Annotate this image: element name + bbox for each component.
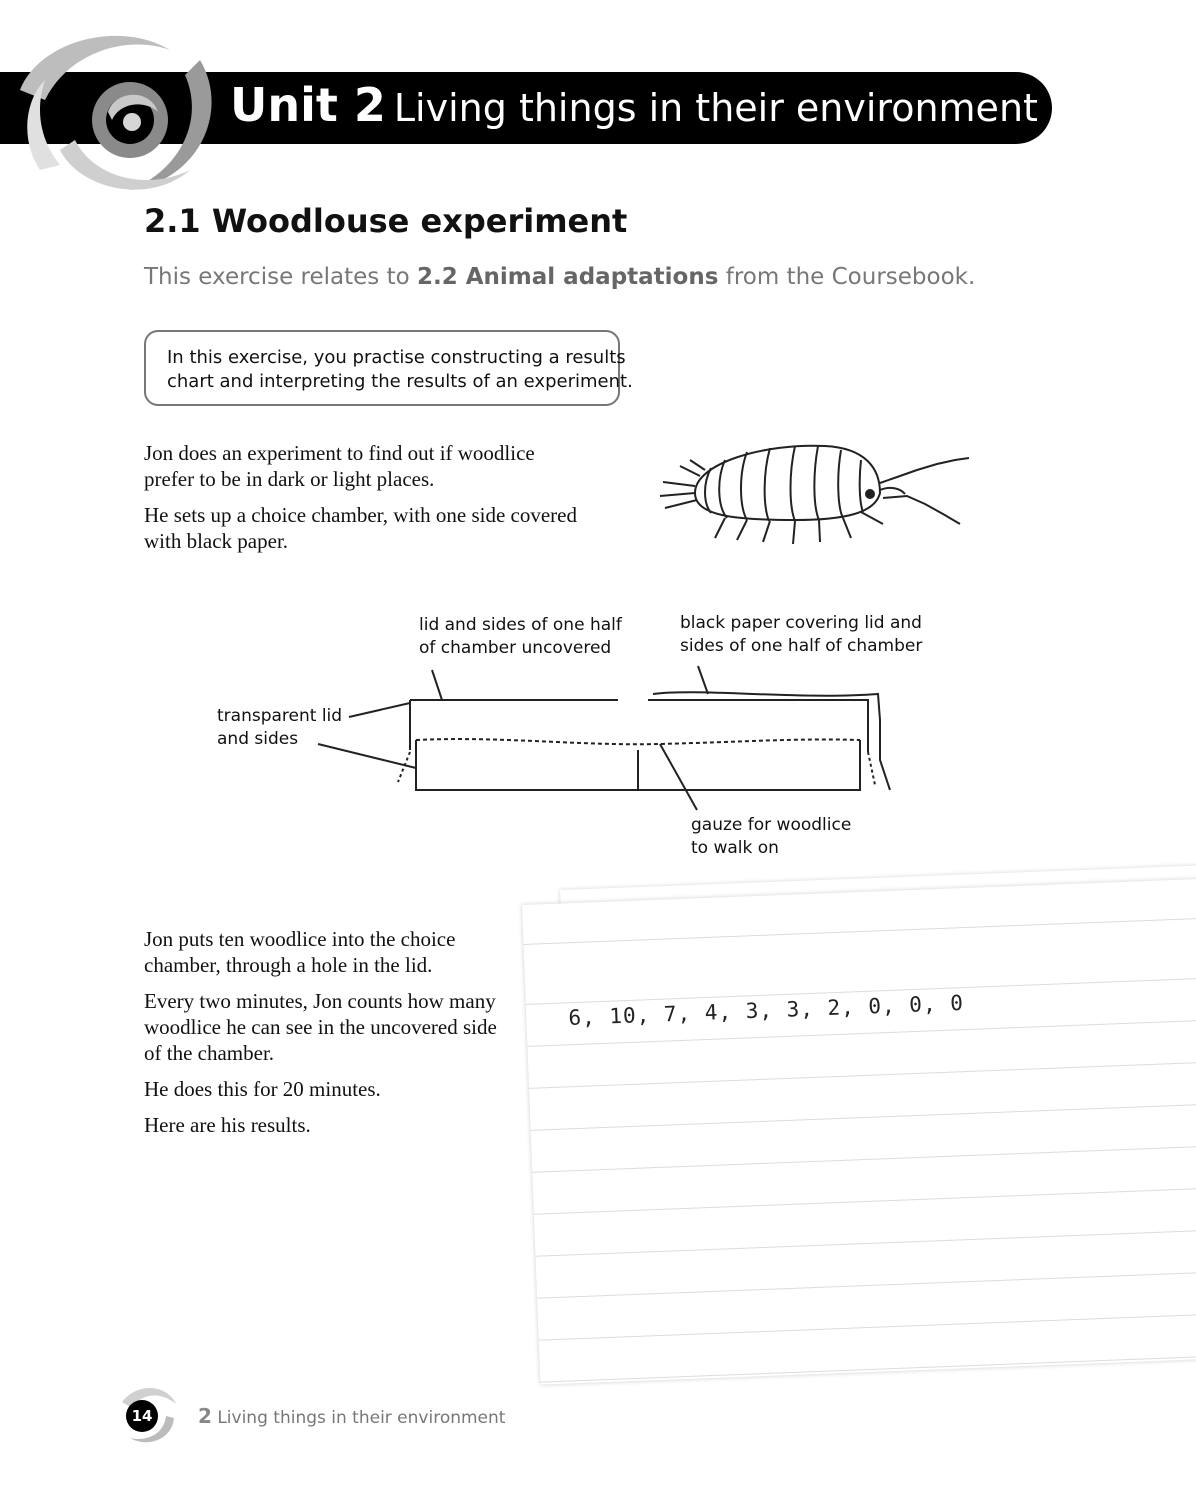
method-paragraph-1: Jon puts ten woodlice into the choice chamber, through a hole in the lid.	[144, 927, 456, 977]
label-gauze-line-2: to walk on	[691, 838, 779, 858]
label-gauze-line-1: gauze for woodlice	[691, 815, 852, 835]
unit-title	[230, 78, 1038, 132]
footer-running-title	[198, 1404, 505, 1428]
objective-line-2: chart and interpreting the results of an experiment.	[167, 371, 633, 392]
handwritten-results: 6, 10, 7, 4, 3, 3, 2, 0, 0, 0	[568, 990, 965, 1030]
label-transparent-lid	[217, 705, 342, 751]
label-uncovered-line-2: of chamber uncovered	[419, 638, 612, 658]
swirl-logo-icon	[0, 20, 240, 200]
relates-suffix: from the Coursebook.	[725, 264, 976, 290]
objective-box	[144, 330, 633, 406]
label-black-line-2: sides of one half of chamber	[680, 636, 923, 656]
notebook-paper	[522, 878, 1196, 1385]
method-paragraph-2: Every two minutes, Jon counts how many woodlice he can see in the uncovered side of the chamber.	[144, 989, 497, 1065]
label-uncovered-half	[419, 614, 622, 660]
footer-unit-number: 2	[198, 1404, 212, 1428]
label-black-line-1: black paper covering lid and	[680, 613, 922, 633]
intro-text	[144, 440, 584, 564]
label-uncovered-line-1: lid and sides of one half	[419, 615, 622, 635]
unit-title-text: Living things in their environment	[393, 86, 1038, 130]
choice-chamber-diagram	[380, 660, 900, 800]
intro-paragraph-2: He sets up a choice chamber, with one side covered with black paper.	[144, 503, 577, 553]
method-paragraph-3: He does this for 20 minutes.	[144, 1077, 381, 1101]
method-text	[144, 926, 504, 1148]
method-paragraph-4: Here are his results.	[144, 1113, 311, 1137]
label-transparent-line-1: transparent lid	[217, 706, 343, 726]
footer-unit-title: Living things in their environment	[217, 1408, 506, 1428]
intro-paragraph-1: Jon does an experiment to find out if woodlice prefer to be in dark or light places.	[144, 441, 535, 491]
woodlouse-illustration	[655, 438, 975, 548]
label-gauze	[691, 814, 851, 860]
coursebook-reference	[144, 264, 975, 290]
section-heading: 2.1 Woodlouse experiment	[144, 202, 628, 240]
relates-prefix: This exercise relates to	[144, 264, 410, 290]
label-black-paper	[680, 612, 922, 658]
unit-label: Unit 2	[230, 78, 386, 132]
relates-link: 2.2 Animal adaptations	[417, 264, 719, 290]
label-transparent-line-2: and sides	[217, 729, 299, 749]
objective-line-1: In this exercise, you practise constructing a results	[167, 347, 626, 368]
page-number: 14	[126, 1400, 158, 1432]
